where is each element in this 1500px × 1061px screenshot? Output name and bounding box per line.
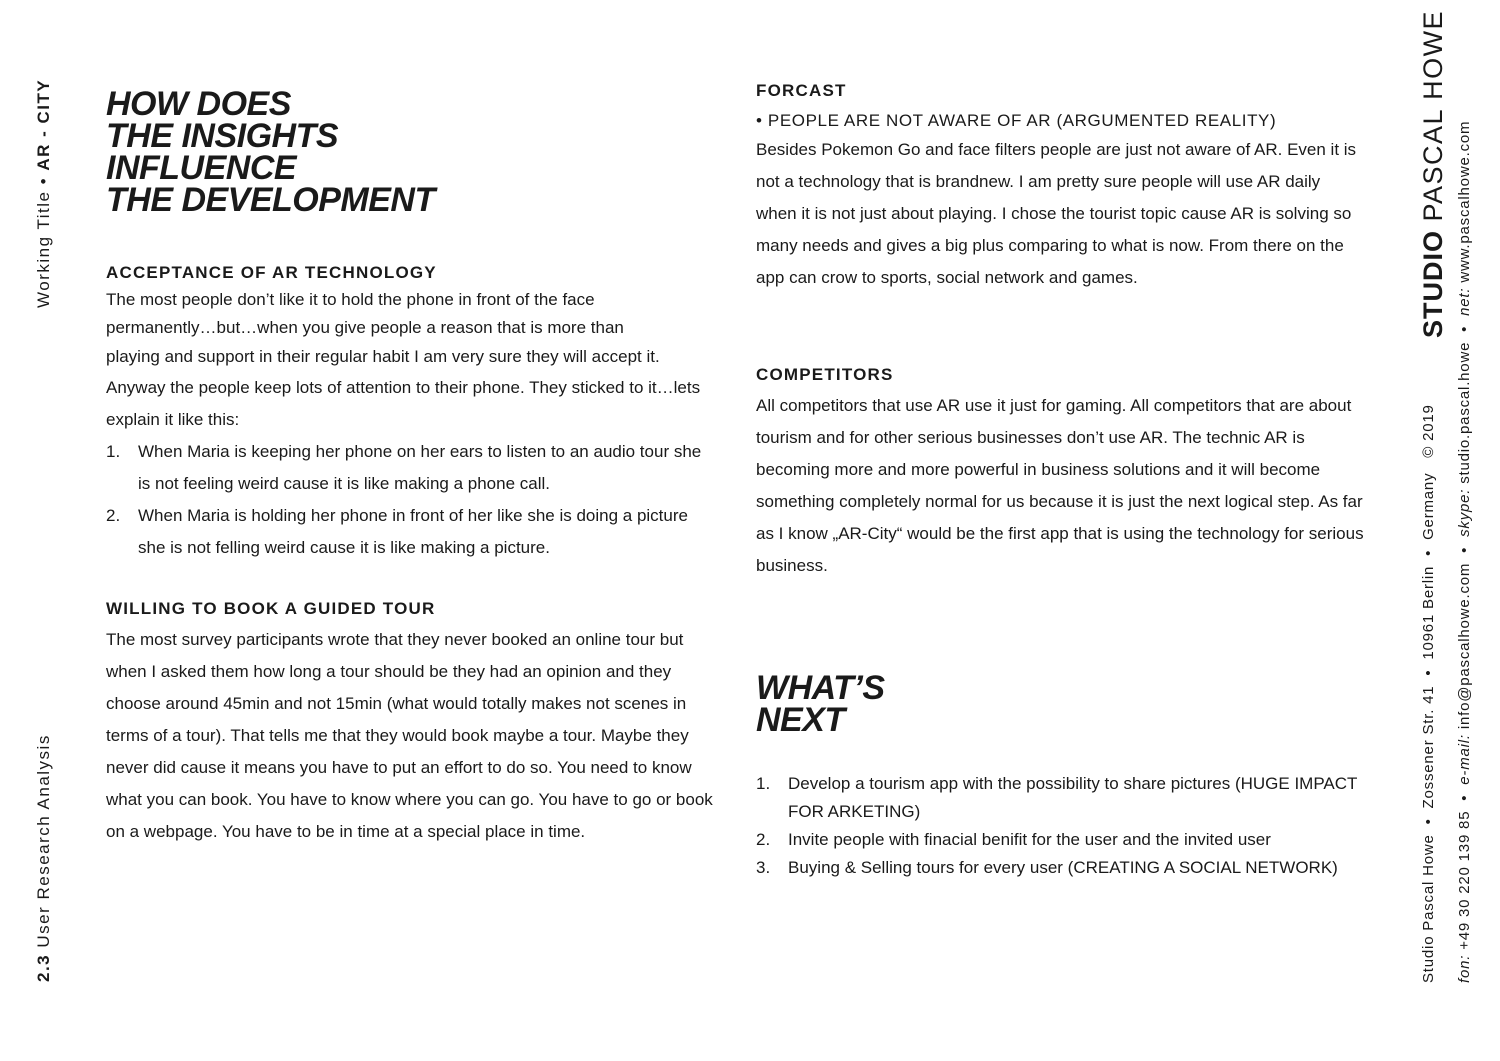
title-line: WHAT’S (756, 669, 885, 707)
title-line: HOW DOES (106, 85, 291, 123)
list-number: 1. (106, 442, 121, 461)
mail-label: e-mail: (1456, 734, 1473, 785)
whats-next-list (756, 770, 1368, 882)
acceptance-line: The most people don’t like it to hold the phone in front of the face (106, 290, 595, 309)
title-line: NEXT (756, 701, 845, 739)
title-line: THE INSIGHTS (106, 117, 339, 155)
list-number: 3. (756, 858, 771, 877)
whats-next-section (756, 669, 1368, 882)
list-text: When Maria is keeping her phone on her ears to listen to an audio tour she is not feeling weird cause it is like making a phone call. (138, 442, 702, 493)
left-column (106, 85, 718, 848)
list-text: When Maria is holding her phone in front of her like she is doing a picture she is not felling weird cause it is like making a picture. (138, 506, 688, 557)
title-line: THE DEVELOPMENT (106, 181, 435, 219)
section-label (34, 734, 54, 982)
list-number: 2. (106, 506, 121, 525)
website: www.pascalhowe.com (1456, 120, 1473, 283)
acceptance-line: playing and support in their regular habit I am very sure they will accept it. (106, 347, 660, 366)
competitors-paragraph: All competitors that use AR use it just for gaming. All competitors that are about tourism and for other serious businesses don’t use AR. The technic AR is becoming more and more powerful in business solutions and it will become something completely normal for us because it is just the next logical step. As far as I know „AR-City“ would be the first app that is using the technology for serious business. (756, 396, 1364, 575)
list-text: Develop a tourism app with the possibility to share pictures (HUGE IMPACT FOR ARKETING) (788, 774, 1358, 821)
list-item (106, 436, 718, 500)
working-title-value: AR - CITY (34, 78, 53, 171)
contact-dot: • (1456, 536, 1473, 563)
guided-tour-section (106, 598, 718, 848)
list-text: Invite people with finacial benifit for the user and the invited user (788, 830, 1271, 849)
acceptance-line: permanently…but…when you give people a reason that is more than (106, 318, 624, 337)
acceptance-section (106, 262, 718, 564)
guided-tour-heading: WILLING TO BOOK A GUIDED TOUR (106, 599, 436, 618)
list-number: 2. (756, 830, 771, 849)
forecast-heading: FORCAST (756, 81, 847, 100)
competitors-heading: COMPETITORS (756, 365, 894, 384)
acceptance-heading: ACCEPTANCE OF AR TECHNOLOGY (106, 263, 437, 282)
skype-handle: studio.pascal.howe (1456, 341, 1473, 484)
net-label: net: (1456, 287, 1473, 316)
acceptance-list (106, 436, 718, 564)
studio-address: Studio Pascal Howe • Zossener Str. 41 • 10961 Berlin • Germany © 2019 (1420, 404, 1437, 983)
right-column (756, 80, 1368, 882)
brand-studio: STUDIO (1418, 229, 1448, 338)
list-item (756, 770, 1368, 826)
contact-dot: • (1456, 315, 1473, 342)
acceptance-paragraph: Anyway the people keep lots of attention to their phone. They sticked to it…lets explain it like this: (106, 378, 701, 429)
brand-name: PASCAL HOWE (1418, 9, 1448, 222)
fon-number: +49 30 220 139 85 (1456, 810, 1473, 950)
competitors-section (756, 364, 1368, 582)
section-title: User Research Analysis (34, 734, 53, 948)
studio-brand (1418, 10, 1449, 338)
forecast-section (756, 80, 1368, 294)
forecast-paragraph: Besides Pokemon Go and face filters people are just not aware of AR. Even it is not a technology that is brandnew. I am pretty sure people will use AR daily when it is not just about playing. I chose the tourist topic cause AR is solving so many needs and gives a big plus comparing to what is now. From there on the app can crow to sports, social network and games. (756, 140, 1357, 287)
whats-next-title (756, 669, 1368, 739)
page-title (106, 85, 718, 219)
title-line: INFLUENCE (106, 149, 297, 187)
list-item (756, 826, 1368, 854)
list-item (106, 500, 718, 564)
mail-address: info@pascalhowe.com (1456, 562, 1473, 730)
studio-contact (1456, 121, 1473, 983)
working-title-prefix: Working Title (34, 190, 53, 308)
skype-label: skype: (1456, 488, 1473, 537)
fon-label: fon: (1456, 954, 1473, 983)
list-item (756, 854, 1368, 882)
contact-dot: • (1456, 784, 1473, 811)
working-title (34, 79, 54, 308)
guided-tour-paragraph: The most survey participants wrote that they never booked an online tour but when I asked them how long a tour should be they had an opinion and they choose around 45min and not 15min (what would totally makes not scenes in terms of a tour). That tells me that they would book maybe a tour. Maybe they never did cause it means you have to put an effort to do so. You need to know what you can book. You have to know where you can go. You have to go or book on a webpage. You have to be in time at a special place in time. (106, 630, 713, 841)
list-text: Buying & Selling tours for every user (CREATING A SOCIAL NETWORK) (788, 858, 1338, 877)
forecast-bullet: • PEOPLE ARE NOT AWARE OF AR (ARGUMENTED REALITY) (756, 111, 1277, 130)
list-number: 1. (756, 774, 771, 793)
section-number: 2.3 (34, 953, 53, 982)
working-title-separator: • (34, 170, 53, 191)
